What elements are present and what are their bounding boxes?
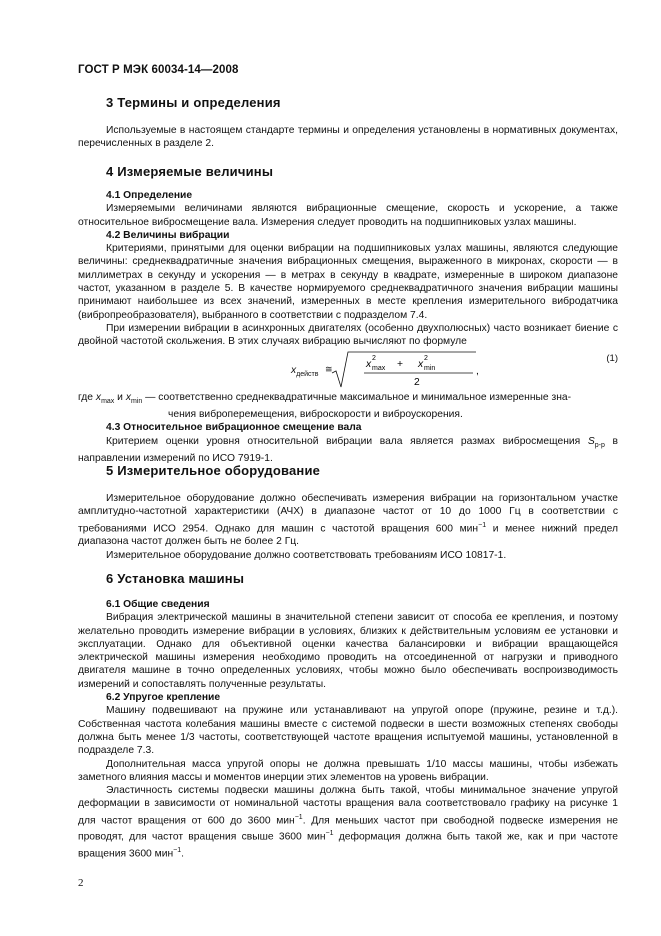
subsection-4-2-paragraph-2: При измерении вибрации в асинхронных двигателях (особенно двухполюсных) часто возникает биение с двойной частотой скольжения. В этих случаях вибрацию вычисляют по формуле xyxy=(78,322,618,348)
subsection-4-3-title: 4.3 Относительное вибрационное смещение вала xyxy=(106,422,362,434)
subsection-4-3-paragraph: Критерием оценки уровня относительной вибрации вала является размах виброcмещения $S_{p-p}$ в направлении измерений по ИСО 7919-1. xyxy=(78,435,618,464)
formula-sub-max: max xyxy=(372,364,386,372)
section-5-paragraph-1: Измерительное оборудование должно обеспечивать измерения вибрации на горизонтальном участке амплитудно-частотной характеристики (АЧХ) в диапазоне частот от 10 до 1000 Гц в соответствии с требованиями ИСО 2954. Однако для машин с частотой вращения 600 мин$^{-1}$ и менее нижний предел диапазона частот должен быть не более 2 Гц. xyxy=(78,493,618,548)
formula-lhs: $x_{действ}$ xyxy=(291,364,319,378)
formula-denominator: 2 xyxy=(414,376,420,388)
subsection-4-1-title: 4.1 Определение xyxy=(106,190,193,201)
section-4 xyxy=(78,164,618,465)
section-5 xyxy=(78,463,618,562)
subsection-6-1-title: 6.1 Общие сведения xyxy=(106,599,210,610)
formula-approx-sign: ≅ xyxy=(325,363,333,374)
formula-1 xyxy=(78,349,618,391)
formula-comma: , xyxy=(476,365,479,377)
subsection-4-2-title: 4.2 Величины вибрации xyxy=(106,229,230,241)
formula-sup-min: 2 xyxy=(424,354,428,362)
subsection-6-1-paragraph: Вибрация электрической машины в значительной степени зависит от способа ее крепления, и поэтому желательно проводить измерение вибрации в условиях, близких к действительным условиям ее установки и эксплуатации. Однако для объективной оценки качества балансировки и вибрации вращающейся электрической машины измерения необходимо проводить на отсоединенной от нагрузки и приводного двигателя машине в точно определенных условиях, чтобы можно было обеспечивать воспроизводимость измерений и сопоставлять полученные результаты. xyxy=(78,612,618,690)
formula-plus: + xyxy=(397,358,404,370)
formula-x-min: x xyxy=(418,358,424,370)
subsection-6-2-title: 6.2 Упругое крепление xyxy=(106,692,221,704)
document-header: ГОСТ Р МЭК 60034-14—2008 xyxy=(78,64,239,76)
formula-radical xyxy=(330,349,490,391)
section-3-title: 3 Термины и определения xyxy=(106,95,281,110)
formula-x-max: x xyxy=(366,358,372,370)
formula-explanation: где $x_{max}$ и $x_{min}$ — соответственно среднеквадратичные максимальное и минимальное измеренные зна- чения виброперемещения, виброскорости и виброускорения. xyxy=(78,391,572,420)
subsection-6-2-paragraph-2: Дополнительная масса упругой опоры не должна превышать 1/10 массы машины, чтобы избежать заметного влияния массы и моментов инерции этих элементов на уровень вибрации. xyxy=(78,758,618,783)
formula-sup-max: 2 xyxy=(372,354,376,362)
subsection-4-2-paragraph-1: Критериями, принятыми для оценки вибрации на подшипниковых узлах машины, являются следующие величины: среднеквадратичные значения вибрационных смещения, выраженного в микронах, скорости — в миллиметрах в секунду и ускорения — в метрах в секунду в квадрате, измеренные в широком диапазоне частот, указанном в разделе 5. В качестве нормируемого среднеквадратичного значения вибрации машины принимают наибольшее из всех значений, измеренных в месте крепления измерительного вибродатчика (вибропреобразователя), выбранного в соответствии с подразделом 7.4. xyxy=(78,243,618,321)
formula-sub-min: min xyxy=(424,364,436,372)
section-5-title: 5 Измерительное оборудование xyxy=(106,463,321,478)
section-4-title: 4 Измеряемые величины xyxy=(106,164,274,179)
formula-number: (1) xyxy=(606,352,618,364)
subsection-6-2-paragraph-3: Эластичность системы подвески машины должна быть такой, чтобы минимальное значение упругой деформации в зависимости от номинальной частоты вращения вала соответствовало графику на рисунке 1 для частот вращения от 600 до 3600 мин$^{-1}$. Для меньших частот при свободной подвеске измерения не проводят, для частот вращения свыше 3600 мин$^{-1}$ деформация должна быть такой же, как и при частоте вращения 3600 мин$^{-1}$. xyxy=(78,785,618,860)
section-6 xyxy=(78,571,618,861)
section-3-paragraph: Используемые в настоящем стандарте термины и определения установлены в нормативных документах, перечисленных в разделе 2. xyxy=(78,125,618,150)
section-6-title: 6 Установка машины xyxy=(106,571,245,586)
section-5-paragraph-2: Измерительное оборудование должно соответствовать требованиям ИСО 10817-1. xyxy=(106,549,507,561)
section-3 xyxy=(78,95,618,151)
subsection-4-1-paragraph: Измеряемыми величинами являются вибрационные смещение, скорость и ускорение, а также относительное виброcмещение вала. Измерения следует проводить на подшипниковых узлах машины. xyxy=(78,203,618,228)
page-number: 2 xyxy=(78,877,84,889)
subsection-6-2-paragraph-1: Машину подвешивают на пружине или устанавливают на упругой опоре (пружине, резине и т.д.). Собственная частота колебания машины вместе с системой подвески в шести возможных степенях свободы должна быть менее 1/3 частоты, соответствующей частоте вращения испытуемой машины, установленной в подразделе 7.3. xyxy=(78,705,618,757)
